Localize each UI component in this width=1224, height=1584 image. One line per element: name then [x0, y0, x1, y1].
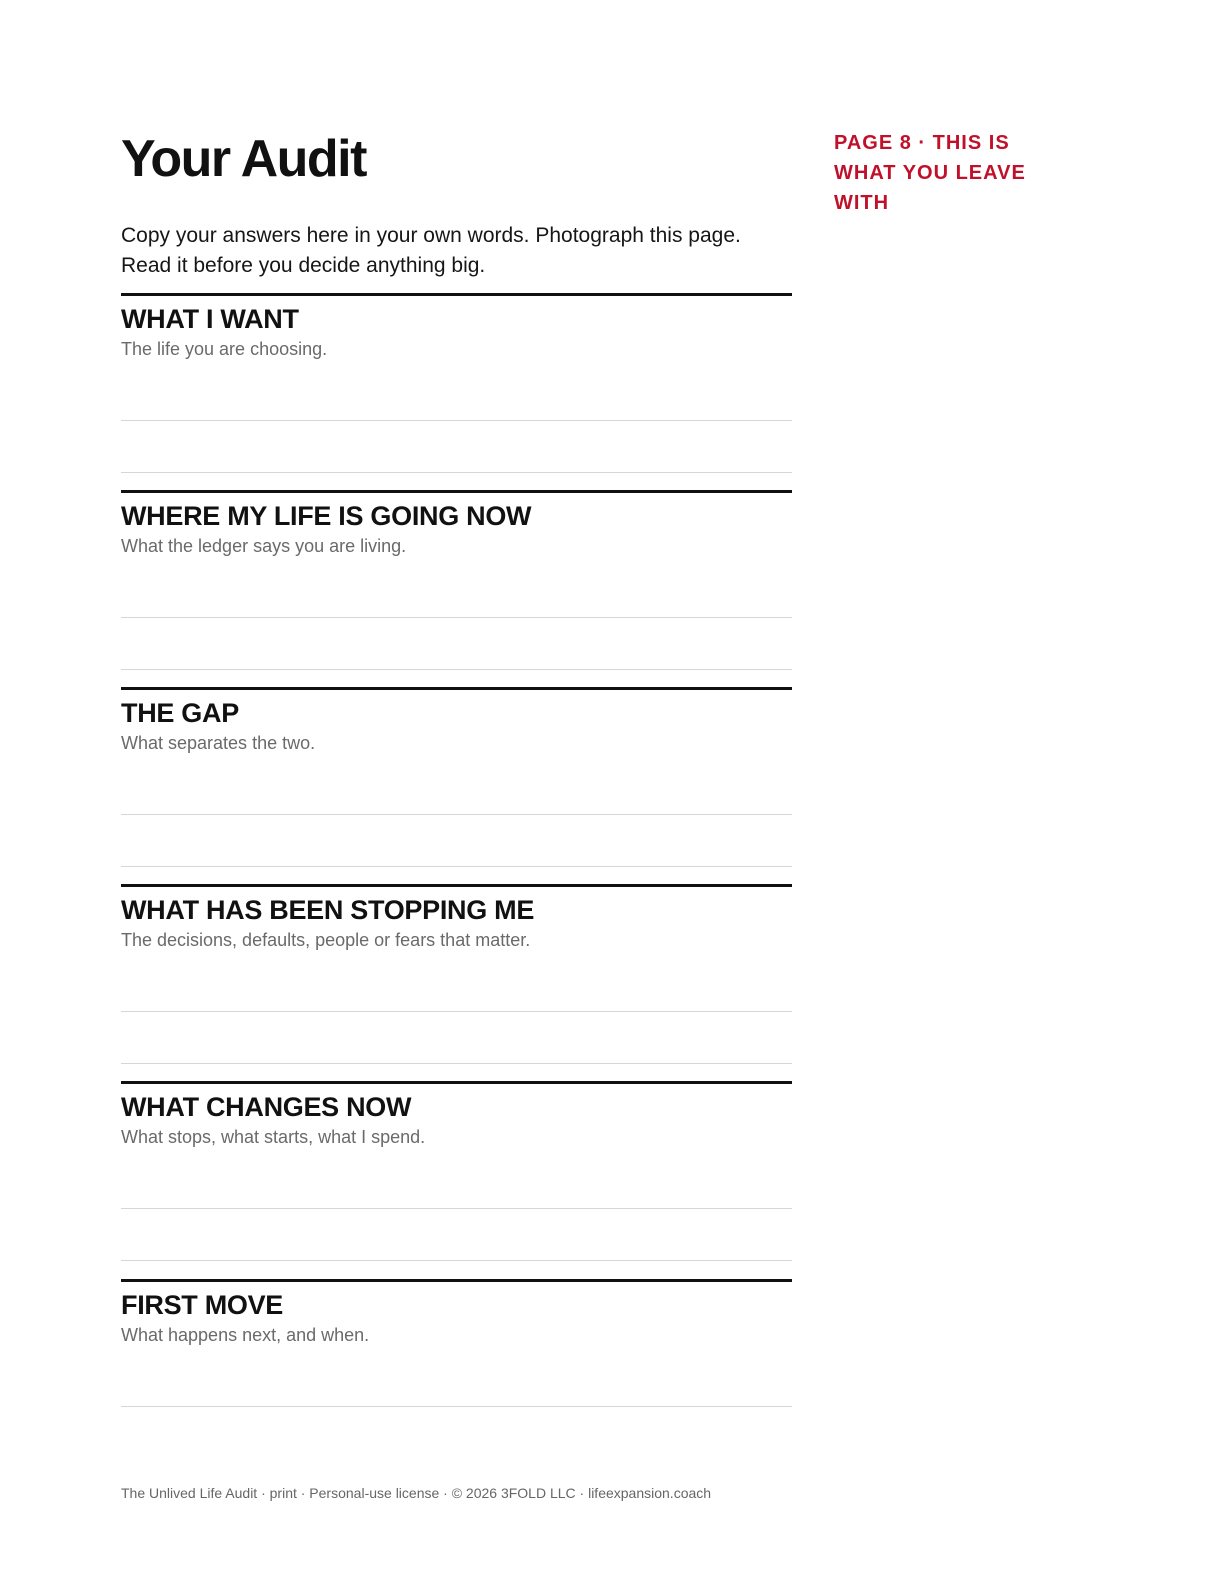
- answer-line[interactable]: [121, 1063, 792, 1064]
- section-where-my-life-is-going: [121, 490, 792, 559]
- answer-line[interactable]: [121, 814, 792, 815]
- section-what-changes-now: [121, 1081, 792, 1150]
- intro-text: [121, 221, 801, 281]
- section-subtitle: The life you are choosing.: [121, 339, 328, 359]
- section-subtitle: What separates the two.: [121, 733, 316, 753]
- answer-line[interactable]: [121, 420, 792, 421]
- answer-line[interactable]: [121, 1406, 792, 1407]
- section-heading: WHERE MY LIFE IS GOING NOW: [121, 501, 532, 531]
- section-heading: THE GAP: [121, 698, 239, 728]
- section-what-i-want: [121, 293, 792, 362]
- answer-line[interactable]: [121, 1260, 792, 1261]
- section-heading: FIRST MOVE: [121, 1290, 284, 1320]
- answer-line[interactable]: [121, 617, 792, 618]
- section-heading: WHAT CHANGES NOW: [121, 1092, 412, 1122]
- section-subtitle: What happens next, and when.: [121, 1325, 370, 1345]
- section-the-gap: [121, 687, 792, 756]
- section-subtitle: What the ledger says you are living.: [121, 536, 407, 556]
- section-heading: WHAT HAS BEEN STOPPING ME: [121, 895, 535, 925]
- answer-line[interactable]: [121, 669, 792, 670]
- intro-line-2: Read it before you decide anything big.: [121, 254, 486, 277]
- page-marker: PAGE 8 · THIS IS WHAT YOU LEAVE WITH: [834, 132, 1026, 214]
- section-subtitle: What stops, what starts, what I spend.: [121, 1127, 426, 1147]
- footer-text: The Unlived Life Audit · print · Personal-use license · © 2026 3FOLD LLC · lifeexpansion.coach: [121, 1485, 712, 1501]
- section-heading: WHAT I WANT: [121, 304, 299, 334]
- answer-line[interactable]: [121, 1011, 792, 1012]
- answer-line[interactable]: [121, 1208, 792, 1209]
- page-title: Your Audit: [121, 130, 366, 188]
- answer-line[interactable]: [121, 472, 792, 473]
- intro-line-1: Copy your answers here in your own words. Photograph this page.: [121, 224, 741, 247]
- answer-line[interactable]: [121, 866, 792, 867]
- section-subtitle: The decisions, defaults, people or fears that matter.: [121, 930, 531, 950]
- section-first-move: [121, 1279, 792, 1348]
- section-what-has-been-stopping-me: [121, 884, 792, 953]
